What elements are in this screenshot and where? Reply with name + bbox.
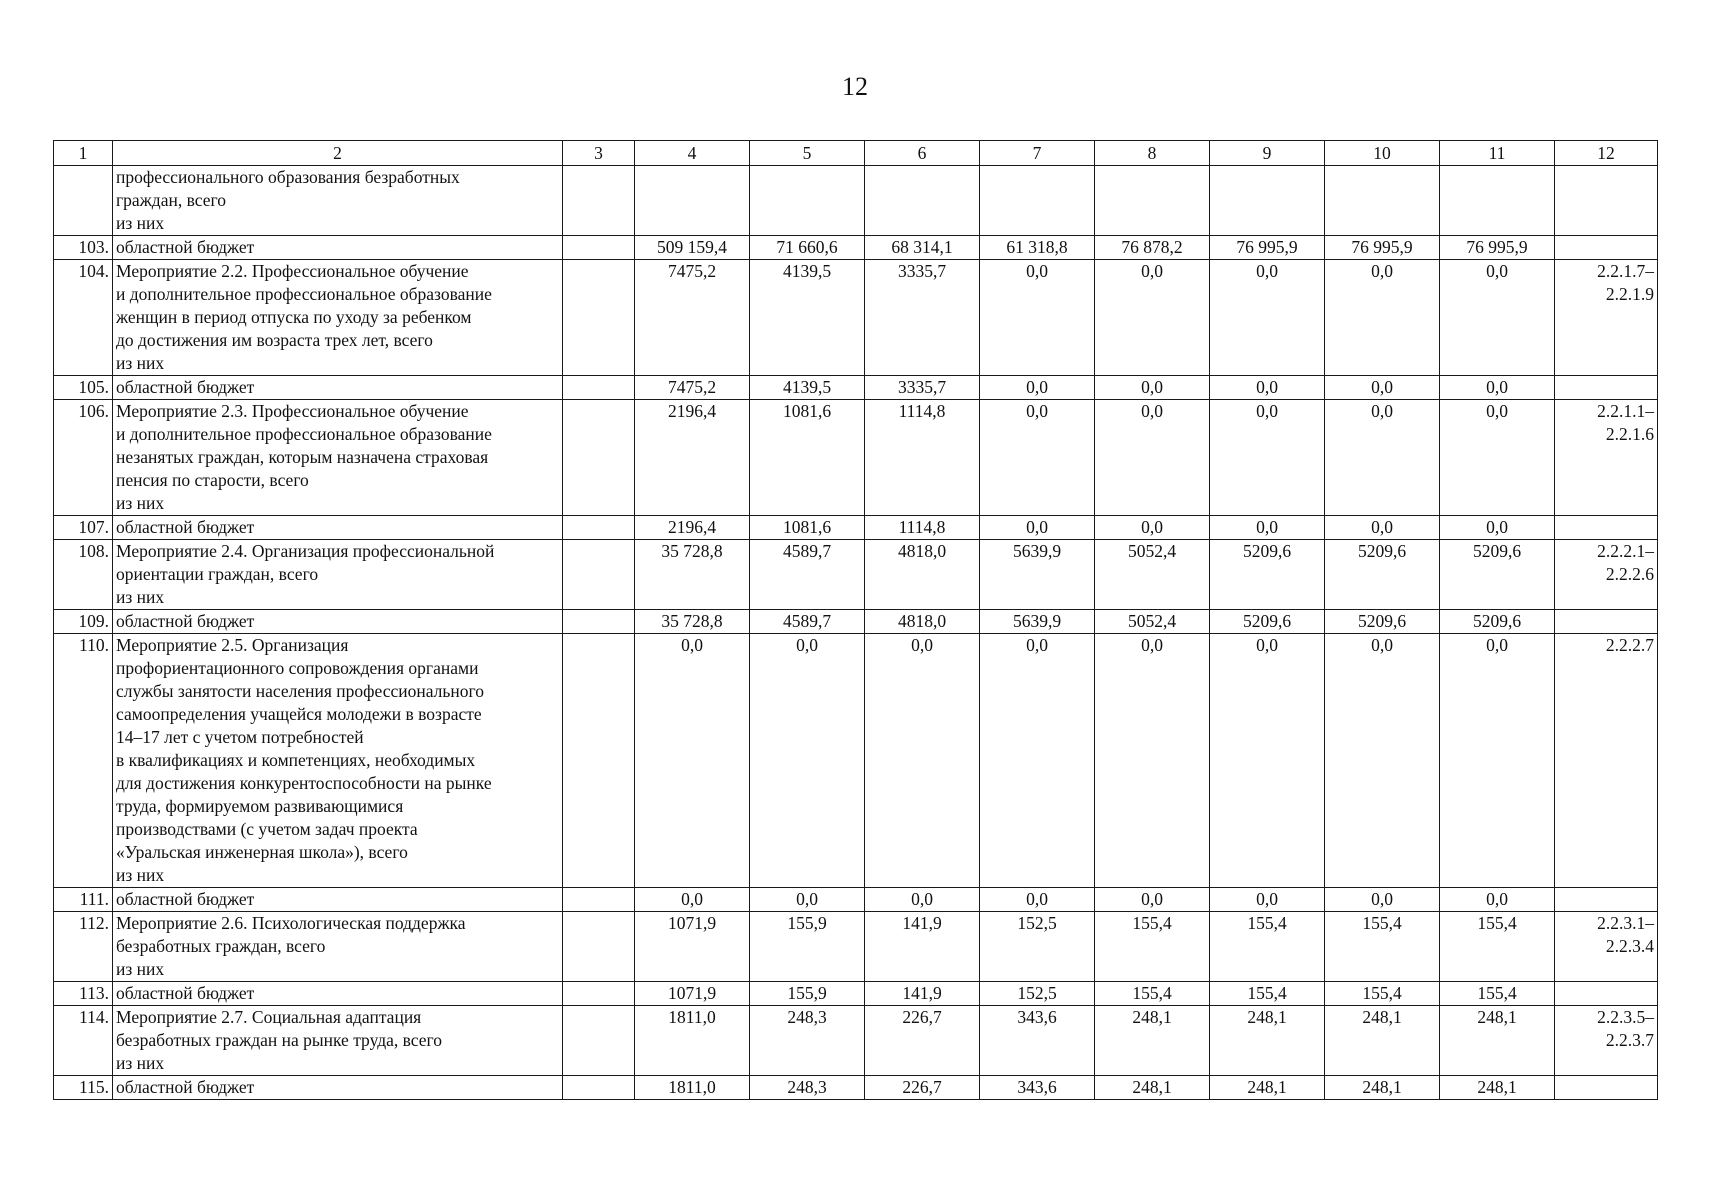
value-cell-col-7 — [980, 166, 1095, 236]
value-cell-col-5: 0,0 — [750, 634, 865, 888]
value-cell-col-7: 0,0 — [980, 260, 1095, 376]
value-cell-col-8: 5052,4 — [1095, 610, 1210, 634]
row-name — [113, 912, 563, 982]
value-cell-col-9: 76 995,9 — [1210, 236, 1325, 260]
value-cell-col-9: 5209,6 — [1210, 610, 1325, 634]
value-cell-col-7: 5639,9 — [980, 610, 1095, 634]
value-cell-col-11: 155,4 — [1440, 982, 1555, 1006]
row-name-line: Мероприятие 2.5. Организация — [116, 635, 349, 655]
value-cell-col-6: 226,7 — [865, 1076, 980, 1100]
column-3-cell — [563, 400, 635, 516]
table-row — [54, 1006, 1658, 1076]
value-cell-col-4: 509 159,4 — [635, 236, 750, 260]
value-cell-col-6: 3335,7 — [865, 260, 980, 376]
target-indicator-line: 2.2.2.7 — [1605, 635, 1654, 655]
target-indicator-cell — [1555, 236, 1658, 260]
header-cell-2: 2 — [113, 141, 563, 166]
value-cell-col-4: 7475,2 — [635, 260, 750, 376]
column-3-cell — [563, 912, 635, 982]
value-cell-col-9: 0,0 — [1210, 888, 1325, 912]
value-cell-col-6: 141,9 — [865, 982, 980, 1006]
header-cell-3: 3 — [563, 141, 635, 166]
column-3-cell — [563, 888, 635, 912]
value-cell-col-6: 0,0 — [865, 888, 980, 912]
row-name-line: в квалификациях и компетенциях, необходимых — [116, 750, 476, 770]
value-cell-col-7: 0,0 — [980, 400, 1095, 516]
row-name-line: областной бюджет — [116, 517, 255, 537]
row-name-line: областной бюджет — [116, 377, 255, 397]
table-row — [54, 610, 1658, 634]
row-name — [113, 400, 563, 516]
column-3-cell — [563, 376, 635, 400]
row-name-line: безработных граждан, всего — [116, 936, 326, 956]
row-name-line: из них — [116, 213, 165, 233]
value-cell-col-7: 0,0 — [980, 376, 1095, 400]
row-name-line: Мероприятие 2.3. Профессиональное обучение — [116, 401, 469, 421]
row-name-line: из них — [116, 353, 165, 373]
value-cell-col-4 — [635, 166, 750, 236]
value-cell-col-5: 155,9 — [750, 912, 865, 982]
target-indicator-line: 2.2.3.1– — [1597, 913, 1654, 933]
value-cell-col-6 — [865, 166, 980, 236]
value-cell-col-9: 0,0 — [1210, 260, 1325, 376]
value-cell-col-6: 141,9 — [865, 912, 980, 982]
table-body — [54, 141, 1658, 1100]
value-cell-col-11: 5209,6 — [1440, 540, 1555, 610]
row-name — [113, 982, 563, 1006]
value-cell-col-10: 0,0 — [1325, 400, 1440, 516]
value-cell-col-7: 61 318,8 — [980, 236, 1095, 260]
row-name-line: Мероприятие 2.4. Организация профессиональной — [116, 541, 495, 561]
header-cell-1: 1 — [54, 141, 113, 166]
row-number: 103. — [54, 236, 113, 260]
table-row — [54, 400, 1658, 516]
value-cell-col-11: 0,0 — [1440, 516, 1555, 540]
target-indicator-cell — [1555, 982, 1658, 1006]
value-cell-col-6: 68 314,1 — [865, 236, 980, 260]
value-cell-col-10: 248,1 — [1325, 1006, 1440, 1076]
row-name — [113, 376, 563, 400]
header-cell-8: 8 — [1095, 141, 1210, 166]
value-cell-col-4: 2196,4 — [635, 400, 750, 516]
row-name-line: из них — [116, 493, 165, 513]
value-cell-col-9: 155,4 — [1210, 982, 1325, 1006]
value-cell-col-9: 0,0 — [1210, 376, 1325, 400]
row-name-line: пенсия по старости, всего — [116, 470, 309, 490]
header-cell-10: 10 — [1325, 141, 1440, 166]
value-cell-col-10: 155,4 — [1325, 912, 1440, 982]
column-3-cell — [563, 516, 635, 540]
row-name-line: и дополнительное профессиональное образование — [116, 284, 492, 304]
header-cell-11: 11 — [1440, 141, 1555, 166]
target-indicator-cell — [1555, 1006, 1658, 1076]
row-number — [54, 166, 113, 236]
value-cell-col-10 — [1325, 166, 1440, 236]
value-cell-col-5: 4139,5 — [750, 376, 865, 400]
row-name-line: профориентационного сопровождения органами — [116, 658, 479, 678]
value-cell-col-11: 0,0 — [1440, 400, 1555, 516]
value-cell-col-11: 0,0 — [1440, 634, 1555, 888]
page-number: 12 — [842, 72, 868, 101]
table-row — [54, 516, 1658, 540]
value-cell-col-10: 0,0 — [1325, 376, 1440, 400]
value-cell-col-11: 76 995,9 — [1440, 236, 1555, 260]
row-name-line: профессионального образования безработных — [116, 167, 460, 187]
table-row — [54, 540, 1658, 610]
target-indicator-cell — [1555, 610, 1658, 634]
value-cell-col-5: 1081,6 — [750, 400, 865, 516]
value-cell-col-8: 0,0 — [1095, 516, 1210, 540]
row-number: 115. — [54, 1076, 113, 1100]
value-cell-col-4: 1071,9 — [635, 982, 750, 1006]
value-cell-col-6: 4818,0 — [865, 610, 980, 634]
row-name — [113, 166, 563, 236]
row-name — [113, 1076, 563, 1100]
row-name-line: службы занятости населения профессионального — [116, 681, 484, 701]
row-number: 108. — [54, 540, 113, 610]
value-cell-col-4: 1811,0 — [635, 1076, 750, 1100]
row-name-line: областной бюджет — [116, 889, 255, 909]
column-3-cell — [563, 166, 635, 236]
value-cell-col-10: 0,0 — [1325, 634, 1440, 888]
target-indicator-cell — [1555, 400, 1658, 516]
value-cell-col-7: 152,5 — [980, 982, 1095, 1006]
value-cell-col-10: 76 995,9 — [1325, 236, 1440, 260]
value-cell-col-4: 0,0 — [635, 888, 750, 912]
value-cell-col-7: 5639,9 — [980, 540, 1095, 610]
value-cell-col-10: 0,0 — [1325, 888, 1440, 912]
row-name-line: до достижения им возраста трех лет, всего — [116, 330, 433, 350]
row-number: 113. — [54, 982, 113, 1006]
header-cell-5: 5 — [750, 141, 865, 166]
value-cell-col-5: 4589,7 — [750, 540, 865, 610]
value-cell-col-5: 248,3 — [750, 1076, 865, 1100]
value-cell-col-6: 0,0 — [865, 634, 980, 888]
target-indicator-line: 2.2.1.9 — [1605, 284, 1654, 304]
row-name-line: Мероприятие 2.2. Профессиональное обучение — [116, 261, 469, 281]
value-cell-col-5: 71 660,6 — [750, 236, 865, 260]
value-cell-col-10: 155,4 — [1325, 982, 1440, 1006]
target-indicator-cell — [1555, 376, 1658, 400]
column-3-cell — [563, 260, 635, 376]
row-name — [113, 1006, 563, 1076]
value-cell-col-8: 0,0 — [1095, 400, 1210, 516]
table-row — [54, 376, 1658, 400]
row-name-line: областной бюджет — [116, 1077, 255, 1097]
row-name-line: из них — [116, 1053, 165, 1073]
value-cell-col-8: 0,0 — [1095, 376, 1210, 400]
value-cell-col-5: 4139,5 — [750, 260, 865, 376]
value-cell-col-11: 0,0 — [1440, 260, 1555, 376]
value-cell-col-8: 0,0 — [1095, 888, 1210, 912]
value-cell-col-11: 0,0 — [1440, 888, 1555, 912]
value-cell-col-7: 152,5 — [980, 912, 1095, 982]
value-cell-col-10: 0,0 — [1325, 260, 1440, 376]
value-cell-col-8: 0,0 — [1095, 260, 1210, 376]
row-name-line: из них — [116, 959, 165, 979]
value-cell-col-9: 0,0 — [1210, 516, 1325, 540]
row-name — [113, 610, 563, 634]
column-3-cell — [563, 540, 635, 610]
row-name-line: из них — [116, 865, 165, 885]
value-cell-col-6: 3335,7 — [865, 376, 980, 400]
header-cell-7: 7 — [980, 141, 1095, 166]
value-cell-col-4: 2196,4 — [635, 516, 750, 540]
row-name-line: граждан, всего — [116, 190, 226, 210]
value-cell-col-10: 0,0 — [1325, 516, 1440, 540]
row-number: 114. — [54, 1006, 113, 1076]
row-name-line: безработных граждан на рынке труда, всего — [116, 1030, 443, 1050]
header-cell-12: 12 — [1555, 141, 1658, 166]
row-name-line: 14–17 лет с учетом потребностей — [116, 727, 364, 747]
value-cell-col-10: 248,1 — [1325, 1076, 1440, 1100]
column-3-cell — [563, 610, 635, 634]
value-cell-col-9: 0,0 — [1210, 400, 1325, 516]
target-indicator-cell — [1555, 634, 1658, 888]
value-cell-col-8: 76 878,2 — [1095, 236, 1210, 260]
column-3-cell — [563, 1006, 635, 1076]
column-3-cell — [563, 1076, 635, 1100]
row-number: 106. — [54, 400, 113, 516]
row-name-line: областной бюджет — [116, 237, 255, 257]
row-name-line: «Уральская инженерная школа»), всего — [116, 842, 408, 862]
target-indicator-line: 2.2.2.6 — [1605, 564, 1654, 584]
value-cell-col-6: 1114,8 — [865, 400, 980, 516]
value-cell-col-8: 155,4 — [1095, 982, 1210, 1006]
row-name-line: незанятых граждан, которым назначена страховая — [116, 447, 489, 467]
row-name — [113, 540, 563, 610]
target-indicator-line: 2.2.3.7 — [1605, 1030, 1654, 1050]
value-cell-col-11: 5209,6 — [1440, 610, 1555, 634]
value-cell-col-8: 248,1 — [1095, 1076, 1210, 1100]
value-cell-col-9 — [1210, 166, 1325, 236]
target-indicator-cell — [1555, 540, 1658, 610]
value-cell-col-11 — [1440, 166, 1555, 236]
row-name-line: ориентации граждан, всего — [116, 564, 319, 584]
value-cell-col-5: 4589,7 — [750, 610, 865, 634]
target-indicator-line: 2.2.2.1– — [1597, 541, 1654, 561]
target-indicator-line: 2.2.3.5– — [1597, 1007, 1654, 1027]
header-row — [54, 141, 1658, 166]
value-cell-col-9: 248,1 — [1210, 1006, 1325, 1076]
value-cell-col-5: 248,3 — [750, 1006, 865, 1076]
value-cell-col-8: 0,0 — [1095, 634, 1210, 888]
value-cell-col-7: 0,0 — [980, 516, 1095, 540]
value-cell-col-4: 1071,9 — [635, 912, 750, 982]
value-cell-col-6: 1114,8 — [865, 516, 980, 540]
row-number: 107. — [54, 516, 113, 540]
header-cell-4: 4 — [635, 141, 750, 166]
value-cell-col-4: 0,0 — [635, 634, 750, 888]
row-name-line: производствами (с учетом задач проекта — [116, 819, 418, 839]
value-cell-col-8 — [1095, 166, 1210, 236]
table-row — [54, 912, 1658, 982]
row-number: 111. — [54, 888, 113, 912]
row-name — [113, 888, 563, 912]
value-cell-col-5: 1081,6 — [750, 516, 865, 540]
target-indicator-cell — [1555, 1076, 1658, 1100]
budget-table — [53, 140, 1658, 1100]
value-cell-col-8: 155,4 — [1095, 912, 1210, 982]
row-number: 112. — [54, 912, 113, 982]
table-row — [54, 634, 1658, 888]
value-cell-col-4: 35 728,8 — [635, 540, 750, 610]
row-name — [113, 516, 563, 540]
target-indicator-cell — [1555, 912, 1658, 982]
value-cell-col-4: 1811,0 — [635, 1006, 750, 1076]
row-name — [113, 260, 563, 376]
value-cell-col-6: 226,7 — [865, 1006, 980, 1076]
value-cell-col-9: 5209,6 — [1210, 540, 1325, 610]
row-name-line: женщин в период отпуска по уходу за ребенком — [116, 307, 472, 327]
value-cell-col-9: 248,1 — [1210, 1076, 1325, 1100]
table-row — [54, 260, 1658, 376]
value-cell-col-11: 155,4 — [1440, 912, 1555, 982]
value-cell-col-5: 0,0 — [750, 888, 865, 912]
target-indicator-cell — [1555, 260, 1658, 376]
value-cell-col-7: 0,0 — [980, 888, 1095, 912]
row-name-line: областной бюджет — [116, 983, 255, 1003]
row-number: 110. — [54, 634, 113, 888]
value-cell-col-10: 5209,6 — [1325, 540, 1440, 610]
row-number: 104. — [54, 260, 113, 376]
target-indicator-line: 2.2.1.1– — [1597, 401, 1654, 421]
value-cell-col-11: 0,0 — [1440, 376, 1555, 400]
value-cell-col-8: 5052,4 — [1095, 540, 1210, 610]
value-cell-col-5 — [750, 166, 865, 236]
target-indicator-line: 2.2.1.7– — [1597, 261, 1654, 281]
row-name-line: из них — [116, 587, 165, 607]
value-cell-col-7: 0,0 — [980, 634, 1095, 888]
row-name-line: для достижения конкурентоспособности на рынке — [116, 773, 492, 793]
table-row — [54, 982, 1658, 1006]
target-indicator-line: 2.2.3.4 — [1605, 936, 1654, 956]
table-row — [54, 1076, 1658, 1100]
value-cell-col-4: 35 728,8 — [635, 610, 750, 634]
row-name-line: Мероприятие 2.7. Социальная адаптация — [116, 1007, 422, 1027]
value-cell-col-10: 5209,6 — [1325, 610, 1440, 634]
header-cell-9: 9 — [1210, 141, 1325, 166]
table-row — [54, 236, 1658, 260]
table-row — [54, 166, 1658, 236]
row-name-line: труда, формируемом развивающимися — [116, 796, 404, 816]
column-3-cell — [563, 982, 635, 1006]
value-cell-col-6: 4818,0 — [865, 540, 980, 610]
row-number: 105. — [54, 376, 113, 400]
value-cell-col-5: 155,9 — [750, 982, 865, 1006]
value-cell-col-9: 155,4 — [1210, 912, 1325, 982]
target-indicator-line: 2.2.1.6 — [1605, 424, 1654, 444]
row-name — [113, 236, 563, 260]
row-name-line: самоопределения учащейся молодежи в возрасте — [116, 704, 482, 724]
value-cell-col-7: 343,6 — [980, 1006, 1095, 1076]
target-indicator-cell — [1555, 166, 1658, 236]
row-name-line: и дополнительное профессиональное образование — [116, 424, 492, 444]
value-cell-col-11: 248,1 — [1440, 1006, 1555, 1076]
row-number: 109. — [54, 610, 113, 634]
header-cell-6: 6 — [865, 141, 980, 166]
table-row — [54, 888, 1658, 912]
column-3-cell — [563, 236, 635, 260]
value-cell-col-8: 248,1 — [1095, 1006, 1210, 1076]
target-indicator-cell — [1555, 516, 1658, 540]
row-name — [113, 634, 563, 888]
row-name-line: Мероприятие 2.6. Психологическая поддержка — [116, 913, 466, 933]
target-indicator-cell — [1555, 888, 1658, 912]
value-cell-col-11: 248,1 — [1440, 1076, 1555, 1100]
value-cell-col-7: 343,6 — [980, 1076, 1095, 1100]
value-cell-col-4: 7475,2 — [635, 376, 750, 400]
value-cell-col-9: 0,0 — [1210, 634, 1325, 888]
row-name-line: областной бюджет — [116, 611, 255, 631]
column-3-cell — [563, 634, 635, 888]
